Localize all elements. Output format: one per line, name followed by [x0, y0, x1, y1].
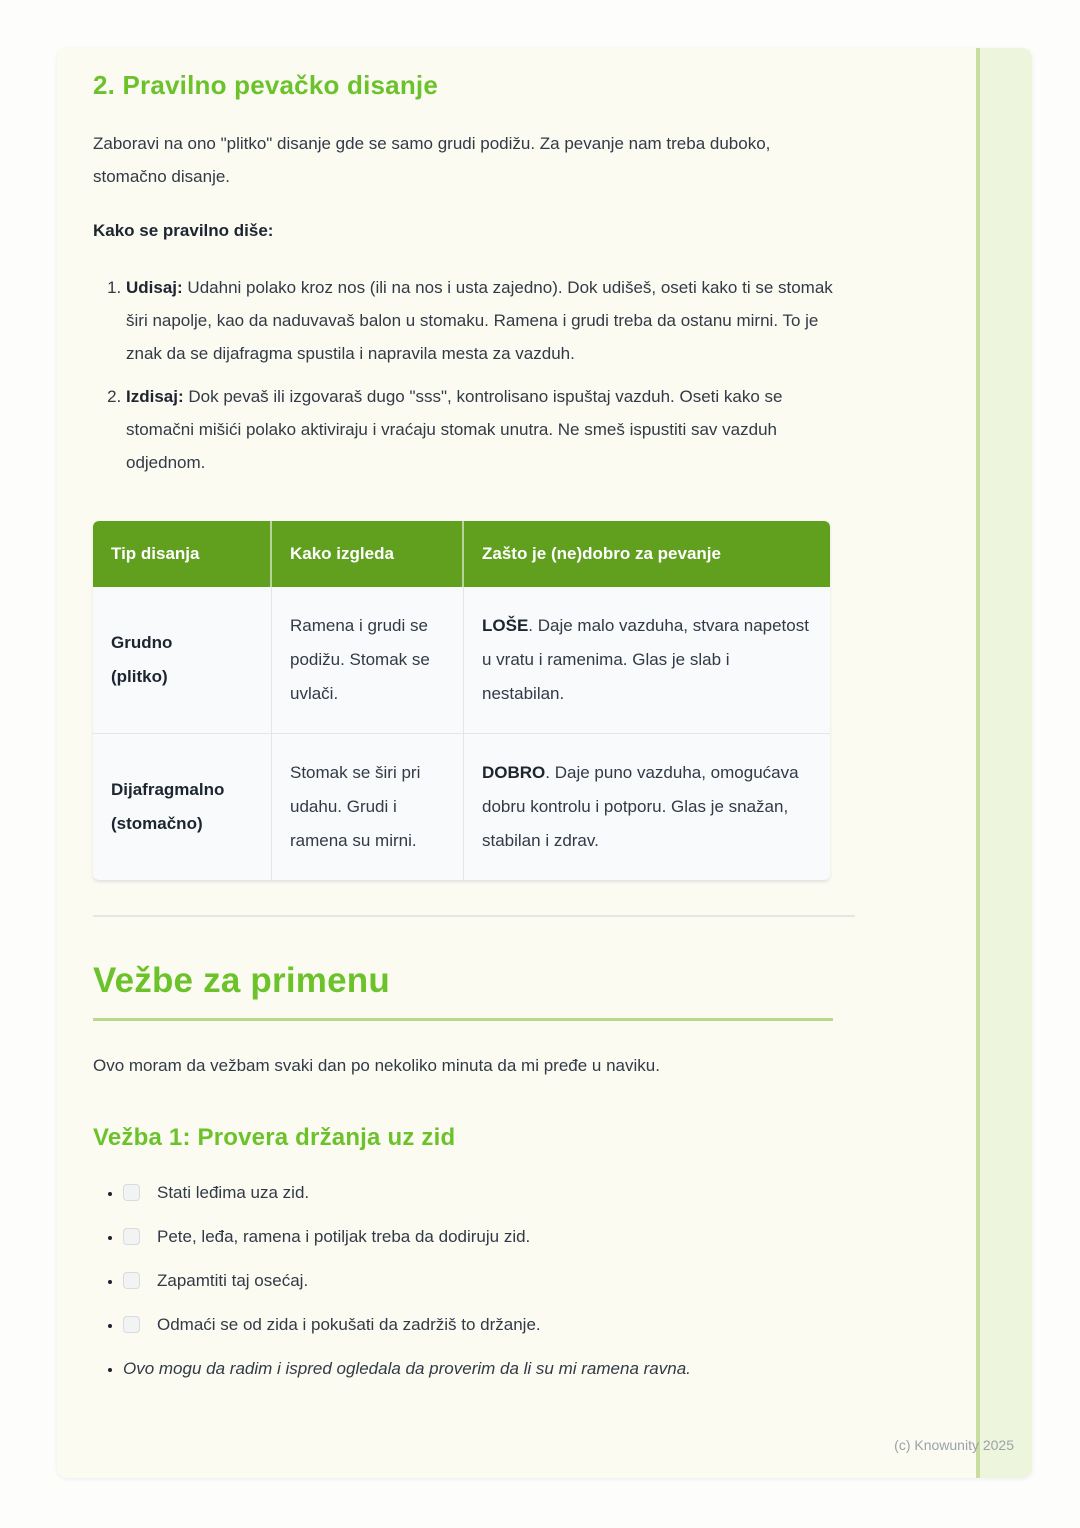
cell-verdict: [464, 587, 830, 734]
checklist-item-label: Stati leđima uza zid.: [157, 1183, 310, 1202]
breathing-list-intro: Kako se pravilno diše:: [93, 221, 274, 240]
verdict-word: DOBRO: [482, 763, 546, 782]
breathing-steps-list: [93, 271, 833, 479]
checklist-item-label: Pete, leđa, ramena i potiljak treba da dodiruju zid.: [157, 1227, 531, 1246]
section-heading-breathing: 2. Pravilno pevačko disanje: [93, 70, 438, 100]
page-title-exercises: Vežbe za primenu: [93, 961, 833, 1021]
column-header-type: Tip disanja: [93, 521, 272, 587]
cell-appearance: Stomak se širi pri udahu. Grudi i ramena su mirni.: [272, 734, 464, 881]
step-text: Udahni polako kroz nos (ili na nos i usta zajedno). Dok udišeš, oseti kako ti se stomak širi napolje, kao da naduvavaš balon u stomaku. Ramena i grudi treba da ostanu mirni. To je znak da se dijafragma spustila i napravila mesta za vazduh.: [126, 278, 833, 363]
verdict-text: . Daje malo vazduha, stvara napetost u vratu i ramenima. Glas je slab i nestabilan.: [482, 616, 809, 703]
checkbox[interactable]: [123, 1272, 140, 1289]
checkbox[interactable]: [123, 1228, 140, 1245]
document-card: [57, 48, 1032, 1478]
cell-breathing-type: Grudno (plitko): [111, 633, 173, 686]
section-divider: [93, 915, 855, 917]
breathing-intro-paragraph: Zaboravi na ono "plitko" disanje gde se samo grudi podižu. Za pevanje nam treba duboko, stomačno disanje.: [93, 134, 771, 186]
step-label: Izdisaj:: [126, 387, 184, 406]
checklist-item: [123, 1224, 838, 1249]
checklist-item: [123, 1180, 838, 1205]
table-row: [93, 734, 830, 881]
checklist-note-item: [123, 1356, 838, 1381]
checklist-item-label: Zapamtiti taj osećaj.: [157, 1271, 309, 1290]
cell-verdict: [464, 734, 830, 881]
cell-breathing-type: Dijafragmalno (stomačno): [111, 780, 225, 833]
section-heading-exercise-1: Vežba 1: Provera držanja uz zid: [93, 1124, 456, 1151]
cell-appearance: Ramena i grudi se podižu. Stomak se uvlači.: [272, 587, 464, 734]
checklist-item: [123, 1312, 838, 1337]
checklist-item-label: Odmaći se od zida i pokušati da zadržiš to držanje.: [157, 1315, 541, 1334]
table-row: [93, 587, 830, 734]
checkbox[interactable]: [123, 1184, 140, 1201]
exercises-intro-paragraph: Ovo moram da vežbam svaki dan po nekoliko minuta da mi pređe u naviku.: [93, 1056, 660, 1075]
page-margin-stripe: [976, 48, 1032, 1478]
step-text: Dok pevaš ili izgovaraš dugo "sss", kontrolisano ispuštaj vazduh. Oseti kako se stomačni mišići polako aktiviraju i vraćaju stomak unutra. Ne smeš ispustiti sav vazduh odjednom.: [126, 387, 783, 472]
step-label: Udisaj:: [126, 278, 183, 297]
table-header-row: [93, 521, 830, 587]
verdict-text: . Daje puno vazduha, omogućava dobru kontrolu i potporu. Glas je snažan, stabilan i zdrav.: [482, 763, 799, 850]
checklist-item: [123, 1268, 838, 1293]
breathing-comparison-table: [93, 521, 830, 881]
checkbox[interactable]: [123, 1316, 140, 1333]
column-header-verdict: Zašto je (ne)dobro za pevanje: [464, 521, 830, 587]
document-content: [57, 48, 833, 1381]
list-item: [126, 380, 833, 479]
copyright-notice: (c) Knowunity 2025: [894, 1437, 1014, 1453]
note-text: Ovo mogu da radim i ispred ogledala da proverim da li su mi ramena ravna.: [123, 1359, 691, 1378]
exercise-1-checklist: [93, 1180, 838, 1381]
column-header-appearance: Kako izgleda: [272, 521, 464, 587]
list-item: [126, 271, 833, 370]
verdict-word: LOŠE: [482, 616, 529, 635]
